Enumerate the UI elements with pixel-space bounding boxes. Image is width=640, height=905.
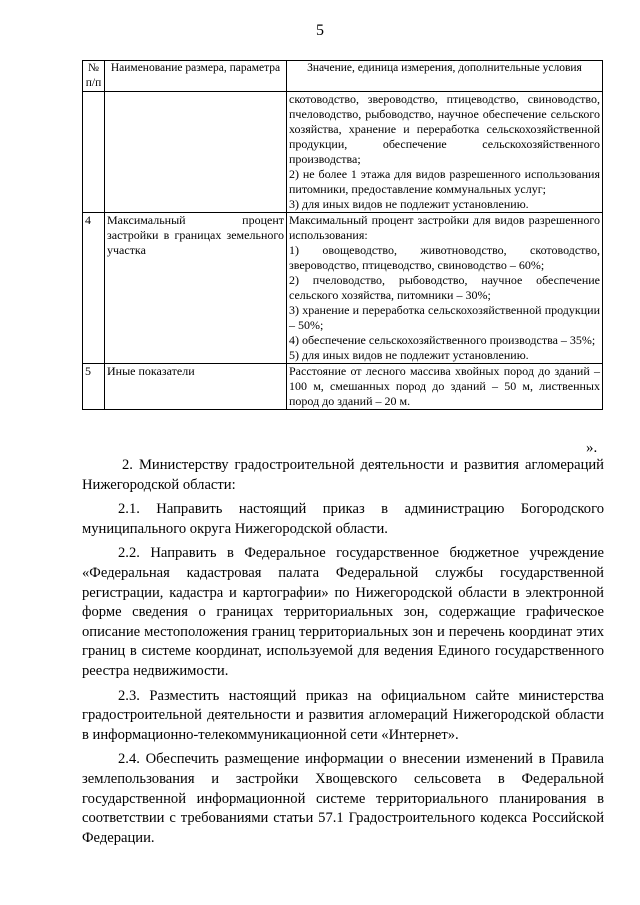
paragraph-2: 2. Министерству градостроительной деятельности и развития агломераций Нижегородской области: xyxy=(82,457,604,493)
paragraph-2-3: 2.3. Разместить настоящий приказ на официальном сайте министерства градостроительной деятельности и развития агломераций Нижегородской области в информационно-телекоммуникационной сети «Интернет». xyxy=(82,687,604,743)
header-value: Значение, единица измерения, дополнительные условия xyxy=(287,61,603,92)
row-value xyxy=(287,213,603,364)
value-line: Расстояние от лесного массива хвойных пород до зданий – 100 м, смешанных пород до зданий – 50 м, лиственных пород до зданий – 20 м. xyxy=(289,364,600,408)
row-number xyxy=(83,92,105,213)
value-line: 4) обеспечение сельскохозяйственного производства – 35%; xyxy=(289,333,596,347)
row-value xyxy=(287,364,603,410)
value-line: Максимальный процент застройки для видов разрешенного использования: xyxy=(289,213,600,242)
value-line: 2) пчеловодство, рыбоводство, научное обеспечение сельского хозяйства, питомники – 30%; xyxy=(289,273,600,302)
closing-quote-mark: ». xyxy=(586,440,598,456)
header-number: № п/п xyxy=(83,61,105,92)
paragraph-2-1: 2.1. Направить настоящий приказ в администрацию Богородского муниципального округа Нижегородской области. xyxy=(82,501,604,537)
value-line: скотоводство, звероводство, птицеводство, свиноводство, пчеловодство, рыбоводство, научное обеспечение сельского хозяйства, хранение и переработка сельскохозяйственной продукции, обеспечение сельскохозяйственного производства; xyxy=(289,92,600,166)
page-number: 5 xyxy=(316,22,324,39)
paragraph-2-2: 2.2. Направить в Федеральное государственное бюджетное учреждение «Федеральная кадастровая палата Федеральной службы государственной регистрации, кадастра и картографии» по Нижегородской области в электронной форме сведения о границах территориальных зон, содержащие графическое описание местоположения границ территориальных зон и перечень координат этих границ в системе координат, используемой для ведения Единого государственного реестра недвижимости. xyxy=(82,545,604,679)
value-line: 2) не более 1 этажа для видов разрешенного использования питомники, предоставление коммунальных услуг; xyxy=(289,167,600,196)
value-line: 3) для иных видов не подлежит установлению. xyxy=(289,197,529,211)
value-line: 1) овощеводство, животноводство, скотоводство, звероводство, птицеводство, свиноводство – 60%; xyxy=(289,243,600,272)
table-row xyxy=(83,213,603,364)
row-number: 5 xyxy=(83,364,105,410)
row-value xyxy=(287,92,603,213)
parameters-table xyxy=(82,60,603,410)
row-number: 4 xyxy=(83,213,105,364)
table-row xyxy=(83,92,603,213)
paragraph-2-4: 2.4. Обеспечить размещение информации о внесении изменений в Правила землепользования и застройки Хвощевского сельсовета в Федеральной государственной информационной системе территориального планирования в соответствии с требованиями статьи 57.1 Градостроительного кодекса Российской Федерации. xyxy=(82,751,604,846)
order-body xyxy=(82,456,604,853)
table-row xyxy=(83,364,603,410)
value-line: 3) хранение и переработка сельскохозяйственной продукции – 50%; xyxy=(289,303,600,332)
header-parameter-name: Наименование размера, параметра xyxy=(105,61,287,92)
row-parameter-name xyxy=(105,92,287,213)
row-parameter-name: Максимальный процент застройки в границах земельного участка xyxy=(105,213,287,364)
row-parameter-name: Иные показатели xyxy=(105,364,287,410)
value-line: 5) для иных видов не подлежит установлению. xyxy=(289,348,529,362)
table-header-row xyxy=(83,61,603,92)
